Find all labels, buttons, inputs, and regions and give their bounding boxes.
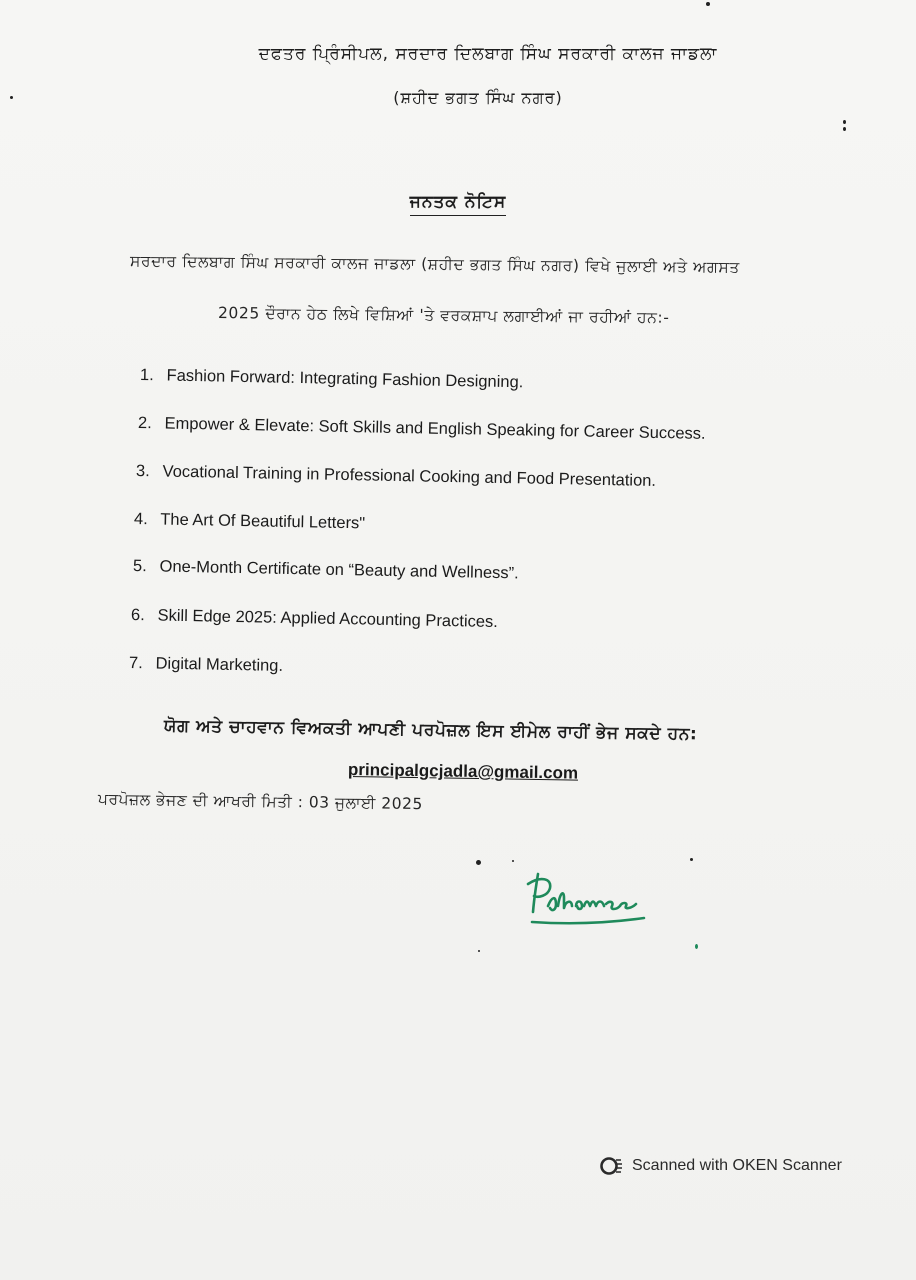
workshop-item (134, 510, 365, 533)
office-subheader: (ਸ਼ਹੀਦ ਭਗਤ ਸਿੰਘ ਨਗਰ) (393, 88, 563, 107)
scan-speck (706, 2, 710, 6)
intro-line-1: ਸਰਦਾਰ ਦਿਲਬਾਗ ਸਿੰਘ ਸਰਕਾਰੀ ਕਾਲਜ ਜਾਡਲਾ (ਸ਼ਹੀਦ ਭਗਤ ਸਿੰਘ ਨਗਰ) ਵਿਖੇ ਜੁਲਾਈ ਅਤੇ ਅਗਸਤ (129, 252, 740, 277)
scan-speck (690, 858, 693, 861)
workshop-number: 7. (128, 654, 143, 673)
workshop-item (131, 606, 498, 632)
scanner-watermark (600, 1156, 842, 1176)
workshop-text: Fashion Forward: Integrating Fashion Designing. (166, 366, 524, 392)
workshop-item (136, 462, 656, 491)
workshop-number: 3. (135, 462, 150, 481)
scan-speck (843, 120, 846, 124)
workshop-text: Vocational Training in Professional Cooking and Food Presentation. (162, 462, 657, 490)
workshop-item (129, 654, 283, 676)
workshop-number: 6. (130, 606, 145, 625)
proposal-instruction: ਯੋਗ ਅਤੇ ਚਾਹਵਾਨ ਵਿਅਕਤੀ ਆਪਣੀ ਪਰਪੋਜ਼ਲ ਇਸ ਈਮੇਲ ਰਾਹੀਂ ਭੇਜ ਸਕਦੇ ਹਨ: (163, 716, 698, 745)
scanner-text: Scanned with OKEN Scanner (632, 1157, 842, 1174)
intro-line-2: 2025 ਦੌਰਾਨ ਹੇਠ ਲਿਖੇ ਵਿਸ਼ਿਆਂ 'ਤੇ ਵਰਕਸ਼ਾਪ ਲਗਾਈਆਂ ਜਾ ਰਹੀਆਂ ਹਨ:- (217, 304, 670, 327)
scan-speck (695, 944, 698, 949)
workshop-item (138, 414, 706, 444)
workshop-number: 2. (137, 414, 152, 433)
workshop-item (140, 366, 524, 392)
workshop-text: Empower & Elevate: Soft Skills and English Speaking for Career Success. (164, 414, 706, 443)
scan-speck (843, 127, 846, 131)
oken-scanner-logo-icon (600, 1156, 624, 1176)
scan-speck (476, 860, 481, 865)
scan-speck (10, 96, 13, 99)
submission-deadline: ਪਰਪੋਜ਼ਲ ਭੇਜਣ ਦੀ ਆਖਰੀ ਮਿਤੀ : 03 ਜੁਲਾਈ 2025 (97, 790, 423, 814)
notice-title-text: ਜਨਤਕ ਨੋਟਿਸ (410, 192, 506, 216)
office-header: ਦਫਤਰ ਪ੍ਰਿੰਸੀਪਲ, ਸਰਦਾਰ ਦਿਲਬਾਗ ਸਿੰਘ ਸਰਕਾਰੀ ਕਾਲਜ ਜਾਡਲਾ (258, 44, 718, 64)
contact-email[interactable]: principalgcjadla@gmail.com (347, 760, 579, 783)
workshop-number: 4. (133, 510, 148, 529)
workshop-item (133, 557, 519, 583)
workshop-text: Skill Edge 2025: Applied Accounting Practices. (157, 606, 499, 632)
workshop-number: 1. (139, 366, 154, 385)
workshop-text: One-Month Certificate on “Beauty and Wellness”. (159, 557, 519, 583)
principal-signature (522, 866, 652, 936)
workshop-number: 5. (132, 557, 147, 576)
scan-speck (478, 950, 480, 952)
workshop-text: Digital Marketing. (155, 654, 284, 675)
notice-title (0, 192, 916, 212)
workshop-text: The Art Of Beautiful Letters" (160, 510, 366, 533)
scan-speck (512, 860, 514, 862)
